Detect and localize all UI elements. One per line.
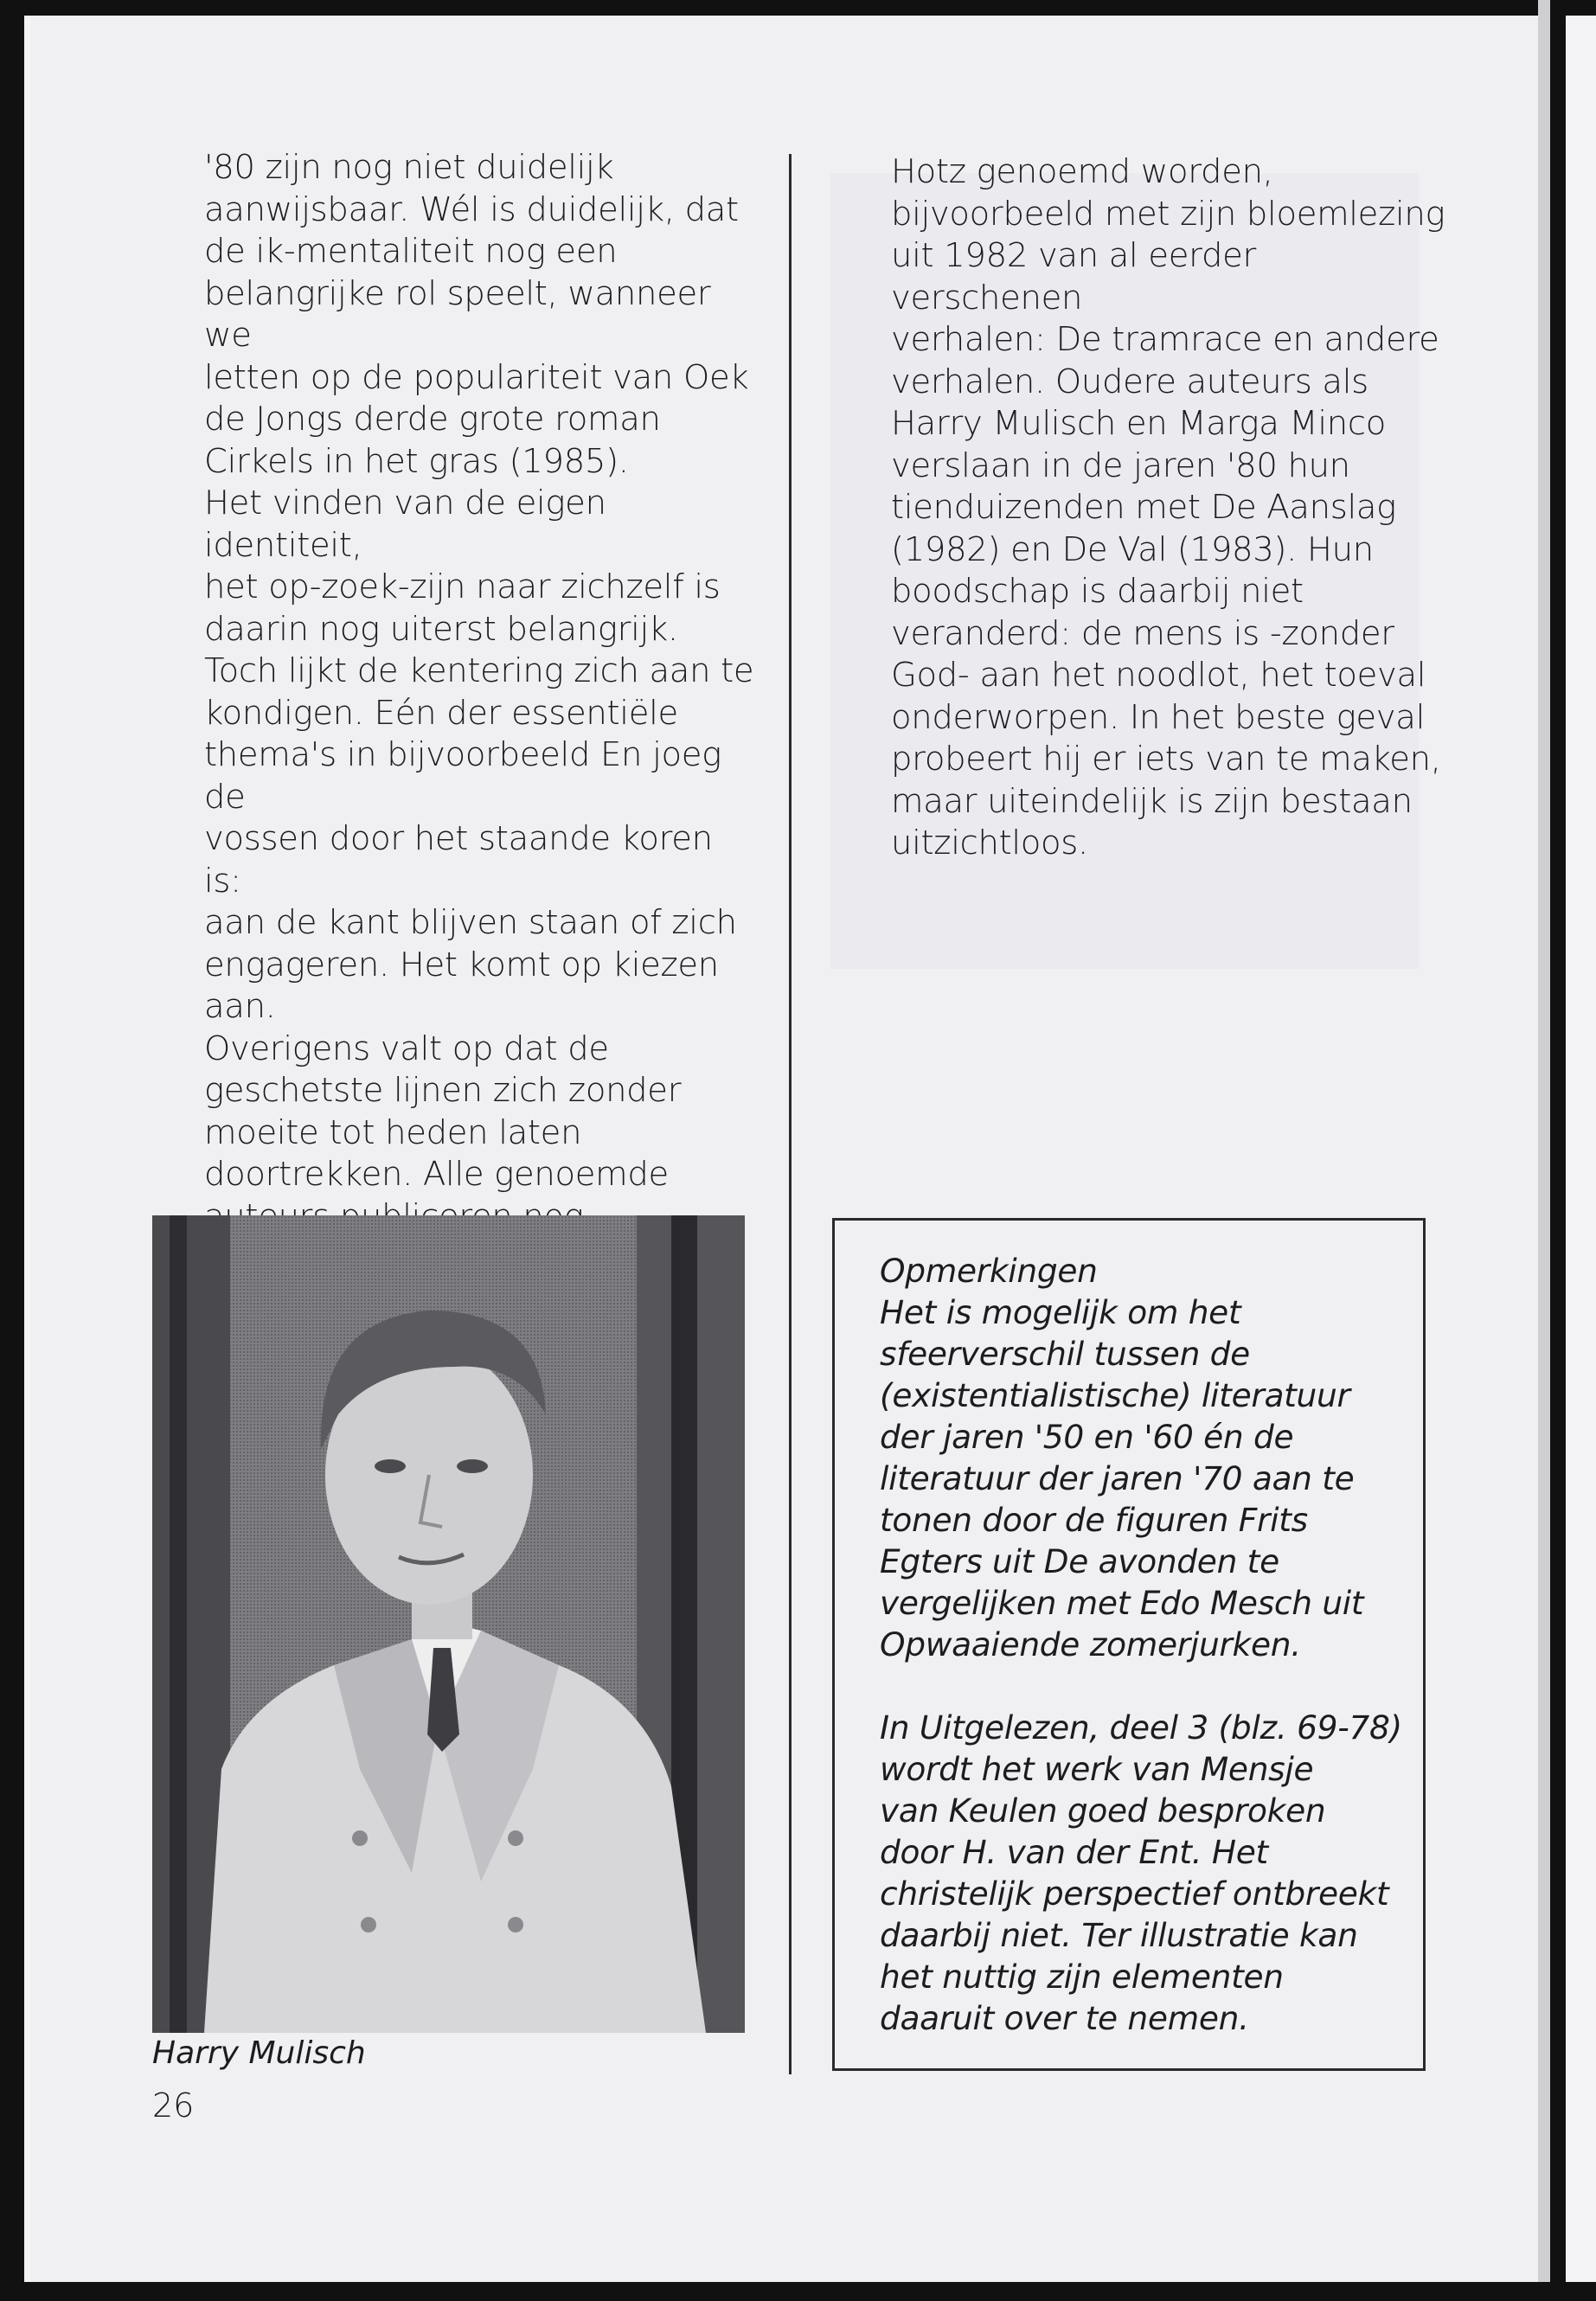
text-line: Hotz genoemd worden,: [891, 152, 1273, 191]
text-line: sfeerverschil tussen de: [880, 1335, 1250, 1373]
scan-border-bottom: [0, 2282, 1596, 2301]
text-line: uitzichtloos.: [891, 824, 1088, 862]
text-line: Het vinden van de eigen identiteit,: [204, 484, 606, 565]
scan-border-left: [0, 0, 24, 2301]
text-line: kondigen. Eén der essentiële: [204, 693, 678, 733]
text-line: het op-zoek-zijn naar zichzelf is: [204, 567, 721, 606]
text-line: Harry Mulisch en Marga Minco: [891, 404, 1386, 443]
photo-caption: Harry Mulisch: [152, 2035, 366, 2071]
text-line: christelijk perspectief ontbreekt: [880, 1875, 1389, 1913]
text-line: literatuur der jaren '70 aan te: [880, 1459, 1355, 1497]
text-line: aan.: [204, 987, 276, 1026]
right-column-text: [891, 151, 1453, 865]
paragraph-gap: [880, 1665, 1416, 1707]
text-line: daarin nog uiterst belangrijk.: [204, 609, 678, 649]
text-line: verhalen: De tramrace en andere: [891, 320, 1439, 359]
text-line: verhalen. Oudere auteurs als: [891, 362, 1368, 401]
scan-border-right: [1550, 0, 1566, 2301]
text-line: belangrijke rol speelt, wanneer we: [204, 273, 711, 355]
text-line: In Uitgelezen, deel 3 (blz. 69-78): [880, 1708, 1402, 1747]
text-line: (1982) en De Val (1983). Hun: [891, 529, 1374, 569]
text-line: maar uiteindelijk is zijn bestaan: [891, 781, 1413, 821]
text-line: letten op de populariteit van Oek: [204, 357, 749, 397]
remarks-heading: Opmerkingen: [880, 1252, 1098, 1290]
page-number: 26: [152, 2086, 195, 2125]
portrait-photo: [152, 1215, 745, 2033]
text-line: moeite tot heden laten: [204, 1112, 582, 1152]
text-line: daarbij niet. Ter illustratie kan: [880, 1916, 1358, 1954]
text-line: doortrekken. Alle genoemde: [204, 1155, 669, 1194]
text-line: Overigens valt op dat de: [204, 1029, 609, 1068]
text-line: Opwaaiende zomerjurken.: [880, 1625, 1301, 1663]
scan-border-right-light: [1538, 0, 1550, 2301]
scan-border-top: [0, 0, 1596, 16]
text-line: van Keulen goed besproken: [880, 1791, 1326, 1830]
text-line: het nuttig zijn elementen: [880, 1958, 1284, 1996]
text-line: vossen door het staande koren is:: [204, 819, 713, 901]
text-line: geschetste lijnen zich zonder: [204, 1071, 682, 1110]
text-line: der jaren '50 en '60 én de: [880, 1418, 1294, 1456]
text-line: tienduizenden met De Aanslag: [891, 488, 1396, 527]
text-line: vergelijken met Edo Mesch uit: [880, 1584, 1364, 1622]
text-line: thema's in bijvoorbeeld En joeg de: [204, 735, 721, 817]
portrait-illustration: [152, 1215, 745, 2033]
text-line: probeert hij er iets van te maken,: [891, 740, 1441, 779]
text-line: verslaan in de jaren '80 hun: [891, 445, 1350, 485]
text-line: God- aan het noodlot, het toeval: [891, 656, 1426, 695]
text-line: wordt het werk van Mensje: [880, 1750, 1314, 1788]
column-divider: [789, 154, 792, 2074]
text-line: Het is mogelijk om het: [880, 1293, 1241, 1331]
text-line: uit 1982 van al eerder verschenen: [891, 236, 1257, 317]
text-line: Egters uit De avonden te: [880, 1542, 1279, 1580]
text-line: engageren. Het komt op kiezen: [204, 945, 719, 984]
text-line: Toch lijkt de kentering zich aan te: [204, 651, 754, 690]
text-line: bijvoorbeeld met zijn bloemlezing: [891, 194, 1445, 234]
text-line: '80 zijn nog niet duidelijk: [204, 148, 614, 187]
text-line: daaruit over te nemen.: [880, 1999, 1249, 2037]
text-line: onderworpen. In het beste geval: [891, 697, 1425, 737]
text-line: tonen door de figuren Frits: [880, 1501, 1308, 1539]
text-line: door H. van der Ent. Het: [880, 1833, 1268, 1871]
text-line: Cirkels in het gras (1985).: [204, 441, 629, 481]
text-line: de Jongs derde grote roman: [204, 400, 661, 439]
text-line: de ik-mentaliteit nog een: [204, 232, 618, 271]
remarks-box-text: [880, 1250, 1416, 2039]
text-line: boodschap is daarbij niet: [891, 572, 1304, 611]
text-line: veranderd: de mens is -zonder: [891, 613, 1394, 653]
text-line: aanwijsbaar. Wél is duidelijk, dat: [204, 189, 739, 229]
text-line: (existentialistische) literatuur: [880, 1376, 1350, 1414]
text-line: aan de kant blijven staan of zich: [204, 903, 737, 942]
